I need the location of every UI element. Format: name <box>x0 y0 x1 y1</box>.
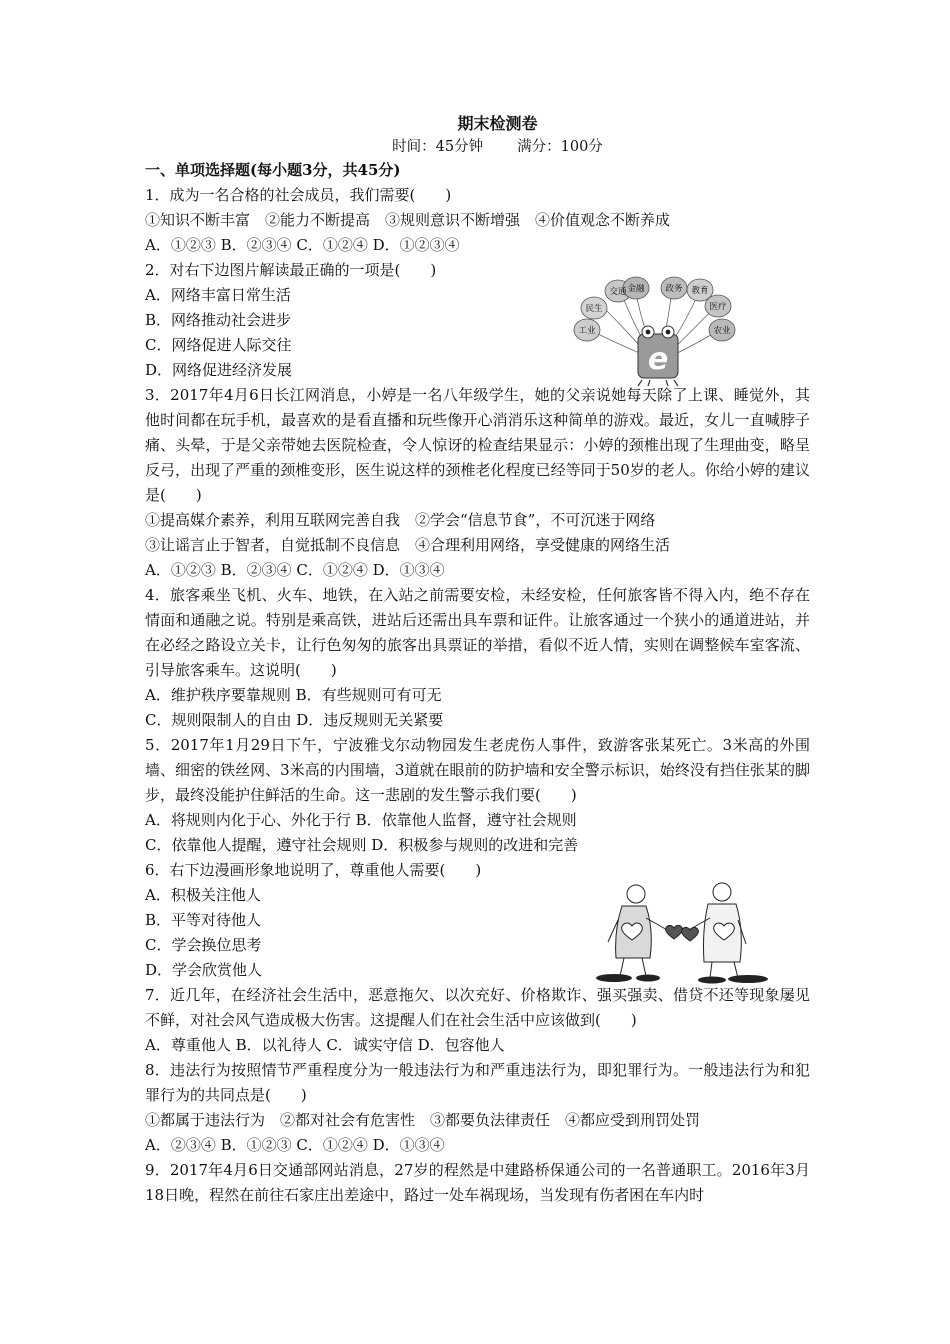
exam-time: 时间：45分钟 <box>392 139 484 155</box>
exam-meta <box>185 136 810 158</box>
cartoon-illustration <box>588 880 784 984</box>
balloon-label: 金融 <box>627 284 645 294</box>
question-3-stem: 3．2017年4月6日长江网消息，小婷是一名八年级学生，她的父亲说她每天除了上课、睡觉外，其他时间都在玩手机，最喜欢的是看直播和玩些像开心消消乐这种简单的游戏。最近，女儿一直喊脖子痛、头晕，于是父亲带她去医院检查，令人惊讶的检查结果显示：小婷的颈椎出现了生理曲变，略呈反弓，出现了严重的颈椎变形，医生说这样的颈椎老化程度已经等同于50岁的老人。你给小婷的建议是( ) <box>145 386 810 504</box>
question-2-option-a: A．网络丰富日常生活 <box>145 286 291 304</box>
internet-e-icon <box>638 326 678 386</box>
question-2-option-c: C．网络促进人际交往 <box>145 336 292 354</box>
question-6-option-d: D．学会欣赏他人 <box>145 961 263 979</box>
question-2-option-b: B．网络推动社会进步 <box>145 311 292 329</box>
page-title: 期末检测卷 <box>457 114 538 133</box>
question-5-options-1: A．将规则内化于心、外化于行 B．依靠他人监督，遵守社会规则 <box>145 811 577 829</box>
question-5-options-2: C．依靠他人提醒，遵守社会规则 D．积极参与规则的改进和完善 <box>145 836 579 854</box>
internet-balloons-figure <box>572 276 742 388</box>
balloon-label: 交通 <box>609 287 627 297</box>
question-2-option-d: D．网络促进经济发展 <box>145 361 293 379</box>
question-4-stem: 4．旅客乘坐飞机、火车、地铁，在入站之前需要安检，未经安检，任何旅客皆不得入内，绝不存在情面和通融之说。特别是乘高铁，进站后还需出具车票和证件。让旅客通过一个狭小的通道进站，并在必经之路设立关卡，让行色匆匆的旅客出具票证的举措，看似不近人情，实则在调整候车室客流、引导旅客乘车。这说明( ) <box>145 586 810 679</box>
balloon-label: 医疗 <box>709 302 727 312</box>
question-3-statements-2: ③让谣言止于智者，自觉抵制不良信息 ④合理利用网络，享受健康的网络生活 <box>145 536 671 554</box>
question-9-stem: 9．2017年4月6日交通部网站消息，27岁的程然是中建路桥保通公司的一名普通职工。2016年3月18日晚，程然在前往石家庄出差途中，路过一处车祸现场，当发现有伤者困在车内时 <box>145 1161 810 1204</box>
logo-letter: e <box>647 342 669 377</box>
question-8-stem: 8．违法行为按照情节严重程度分为一般违法行为和严重违法行为，即犯罪行为。一般违法行为和犯罪行为的共同点是( ) <box>145 1061 810 1104</box>
question-1-statements: ①知识不断丰富 ②能力不断提高 ③规则意识不断增强 ④价值观念不断养成 <box>145 211 671 229</box>
question-8-statements: ①都属于违法行为 ②都对社会有危害性 ③都要负法律责任 ④都应受到刑罚处罚 <box>145 1111 701 1129</box>
balloon-label: 民生 <box>585 304 603 314</box>
question-2-stem: 2．对右下边图片解读最正确的一项是( ) <box>145 261 437 279</box>
balloon-label: 农业 <box>713 326 731 336</box>
ground-shadow <box>596 974 768 984</box>
question-1-options: A．①②③ B．②③④ C．①②④ D．①②③④ <box>145 236 460 254</box>
question-6-stem: 6．右下边漫画形象地说明了，尊重他人需要( ) <box>145 861 482 879</box>
question-7-options: A．尊重他人 B．以礼待人 C．诚实守信 D．包容他人 <box>145 1036 505 1054</box>
question-1-stem: 1．成为一名合格的社会成员，我们需要( ) <box>145 186 452 204</box>
question-3-options: A．①②③ B．②③④ C．①②④ D．①③④ <box>145 561 445 579</box>
question-6-option-b: B．平等对待他人 <box>145 911 262 929</box>
question-6-option-c: C．学会换位思考 <box>145 936 262 954</box>
balloons-illustration <box>572 276 742 388</box>
question-7-stem: 7．近几年，在经济社会生活中，恶意拖欠、以次充好、价格欺诈、强买强卖、借贷不还等现象屡见不鲜，对社会风气造成极大伤害。这提醒人们在社会生活中应该做到( ) <box>145 986 810 1029</box>
section-heading: 一、单项选择题(每小题3分，共45分) <box>145 161 401 179</box>
balloon-label: 政务 <box>665 284 683 294</box>
respect-cartoon-figure <box>588 880 784 984</box>
question-4-options-2: C．规则限制人的自由 D．违反规则无关紧要 <box>145 711 444 729</box>
exam-score: 满分：100分 <box>517 139 603 155</box>
question-8-options: A．②③④ B．①②③ C．①②④ D．①③④ <box>145 1136 445 1154</box>
question-4-options-1: A．维护秩序要靠规则 B．有些规则可有可无 <box>145 686 442 704</box>
question-3-statements-1: ①提高媒介素养，利用互联网完善自我 ②学会“信息节食”，不可沉迷于网络 <box>145 511 656 529</box>
balloon-label: 工业 <box>578 326 596 336</box>
balloon-label: 教育 <box>691 286 709 296</box>
question-5-stem: 5．2017年1月29日下午，宁波雅戈尔动物园发生老虎伤人事件，致游客张某死亡。3米高的外围墙、细密的铁丝网、3米高的内围墙，3道就在眼前的防护墙和安全警示标识，始终没有挡住张某的脚步，最终没能护住鲜活的生命。这一悲剧的发生警示我们要( ) <box>145 736 810 804</box>
question-6-option-a: A．积极关注他人 <box>145 886 261 904</box>
